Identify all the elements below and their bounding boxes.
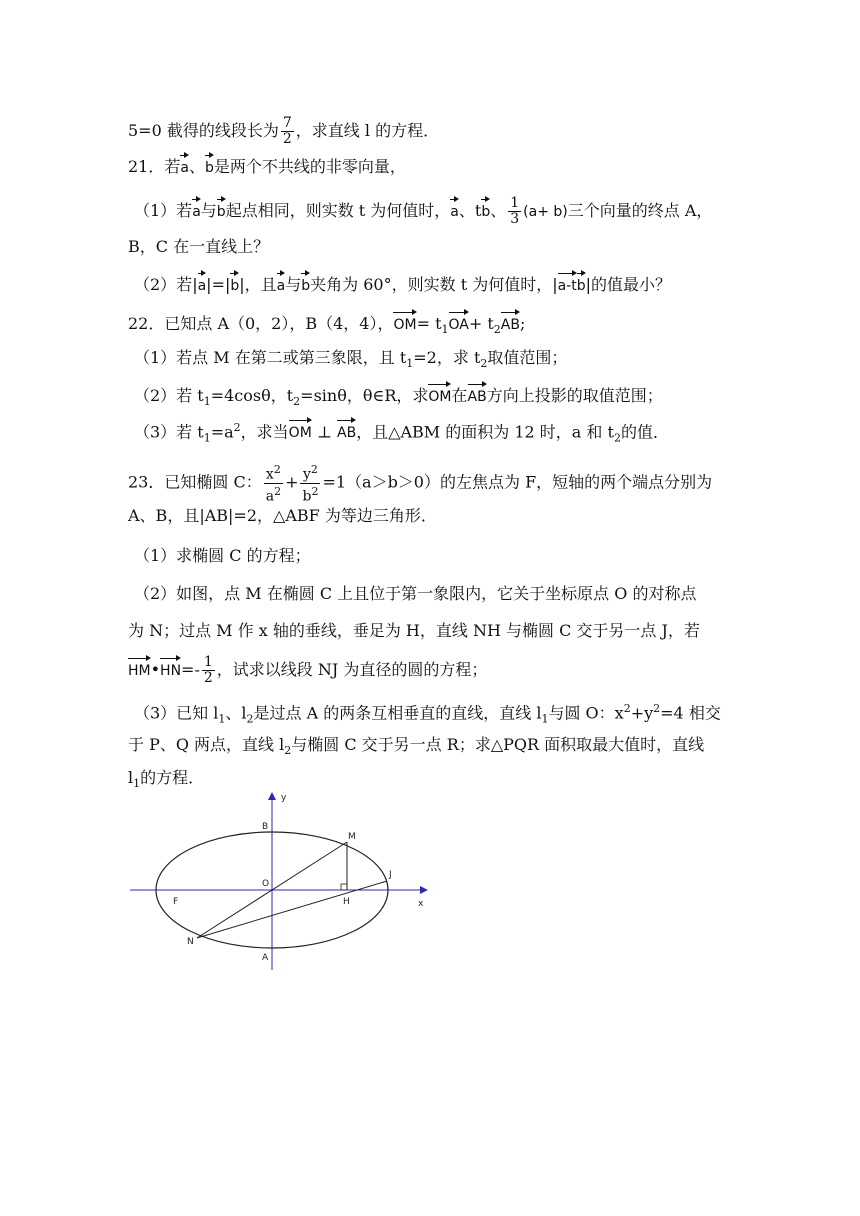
vector-a: a	[277, 271, 286, 297]
text: |AB|	[199, 506, 234, 525]
text: =sinθ，θ∈R，求	[300, 386, 429, 405]
abs-close: |	[239, 275, 245, 294]
text: 在	[451, 386, 468, 405]
label-J: J	[389, 870, 392, 880]
label-N: N	[187, 937, 194, 947]
question-23-3	[134, 698, 721, 731]
subscript: 2	[293, 395, 301, 409]
text: 是过点 A 的两条互相垂直的直线，直线 l	[253, 703, 542, 723]
question-22-2	[134, 382, 663, 413]
text: =-	[181, 660, 200, 679]
vector-HN: HN	[160, 656, 181, 682]
text: 与	[285, 275, 302, 294]
abs-open: |	[224, 275, 231, 294]
text: 的方程．	[140, 768, 205, 787]
right-angle-mark	[341, 884, 347, 890]
question-21-1	[134, 196, 712, 227]
question-23-cont	[128, 505, 437, 527]
abs-close: |	[206, 275, 212, 294]
question-23-3-cont	[128, 734, 704, 762]
question-21-2	[134, 271, 671, 297]
frac-den: b	[302, 488, 312, 505]
y-axis-arrow	[268, 792, 276, 800]
vector-HM: HM	[128, 656, 151, 682]
frac-num: 7	[282, 115, 292, 131]
text: （1）若	[134, 201, 193, 220]
text: =4cosθ，t	[210, 386, 294, 405]
subscript: 2	[480, 357, 488, 371]
text: =2，求 t	[413, 348, 481, 367]
frac-den: 2	[203, 670, 213, 686]
text: 22．已知点 A（0，2），B（4，4），	[128, 314, 394, 333]
frac-den: 2	[282, 131, 292, 147]
subscript: 1	[441, 323, 449, 337]
text: （3）已知 l	[134, 703, 219, 723]
text: 方向上投影的取值范围；	[486, 386, 663, 405]
text: （1）若点 M 在第二或第三象限，且 t	[134, 348, 407, 367]
question-21-1-cont	[128, 236, 269, 258]
label-F: F	[173, 897, 179, 907]
text: = t	[416, 314, 442, 333]
vector-OA: OA	[449, 310, 469, 336]
label-y: y	[281, 793, 287, 803]
frac-num: 1	[510, 195, 520, 211]
line-q20-end	[128, 116, 439, 147]
subscript: 1	[406, 357, 414, 371]
text: + t	[468, 314, 494, 333]
vector-a-minus-tb: a-t	[558, 271, 577, 297]
question-22-3	[134, 417, 669, 450]
superscript: 2	[653, 702, 661, 715]
text: 、l	[225, 703, 247, 723]
text: •	[150, 660, 161, 679]
vector-a: a	[198, 271, 207, 297]
text: 、	[490, 201, 507, 220]
text: 5=0 截得的线段长为	[128, 121, 279, 140]
question-22-1	[134, 347, 567, 375]
perp-symbol: ⊥	[311, 422, 337, 442]
superscript: 2	[310, 463, 318, 476]
subscript: 2	[493, 323, 501, 337]
vector-OM: OM	[289, 418, 312, 444]
text: ，求直线 l 的方程．	[295, 121, 440, 140]
label-B: B	[262, 822, 269, 832]
label-A: A	[262, 953, 269, 963]
subscript: 1	[218, 712, 226, 726]
superscript: 2	[233, 421, 241, 434]
vector-b: b	[301, 271, 310, 297]
text: 三个向量的终点 A，	[567, 201, 713, 220]
text: （2）若	[134, 275, 193, 294]
text: （2）如图，点 M 在椭圆 C 上且位于第一象限内，它关于坐标原点 O 的对称点	[134, 584, 697, 603]
text: 取值范围；	[487, 348, 568, 367]
text: （1）求椭圆 C 的方程；	[134, 546, 311, 565]
subscript: 1	[541, 712, 549, 726]
label-x: x	[418, 899, 424, 909]
vector-a: a	[192, 197, 201, 223]
text: ，且△ABM 的面积为 12 时，a 和 t	[356, 422, 614, 442]
vector-AB: AB	[337, 418, 356, 444]
text: ，试求以线段 NJ 为直径的圆的方程；	[216, 660, 488, 679]
text: B，C 在一直线上？	[128, 237, 270, 256]
frac-den: a	[265, 488, 275, 505]
subscript: 1	[203, 431, 211, 445]
label-H: H	[343, 897, 350, 907]
vector-OM: OM	[393, 310, 416, 336]
text: l	[128, 768, 134, 787]
abs-open: |	[552, 275, 558, 294]
question-21	[128, 153, 406, 179]
question-23-2-cont2	[128, 655, 487, 686]
fraction	[202, 655, 215, 686]
text: 与椭圆 C 交于另一点 R；求△PQR 面积取最大值时，直线	[291, 735, 705, 754]
text: 的值．	[620, 422, 669, 442]
vector-b: b	[481, 197, 490, 223]
ellipse-figure	[130, 790, 430, 970]
fraction-y2-b2	[300, 462, 320, 504]
superscript: 2	[274, 484, 282, 498]
question-23-1	[134, 545, 311, 567]
vector-b: b	[205, 153, 214, 179]
label-O: O	[262, 879, 270, 889]
text: ，且	[244, 275, 277, 294]
vector-a: a	[180, 153, 189, 179]
text: 与	[200, 201, 217, 220]
question-23	[128, 462, 712, 504]
label-M: M	[348, 832, 356, 842]
text: +	[285, 472, 299, 492]
vector-b: b	[217, 197, 226, 223]
frac-num: 1	[203, 654, 213, 670]
x-axis-arrow	[420, 886, 428, 894]
text: ;	[519, 314, 526, 333]
text: =1（a＞b＞0）的左焦点为 F，短轴的两个端点分别为	[322, 472, 713, 492]
vector-b: b	[230, 271, 239, 297]
text: （2）若 t	[134, 386, 204, 405]
fraction	[508, 196, 521, 227]
text: 、	[188, 157, 205, 176]
fraction-x2-a2	[264, 462, 283, 504]
question-23-2-cont	[128, 620, 700, 642]
text: 夹角为 60°，则实数 t 为何值时，	[310, 275, 553, 294]
text: 的值最小？	[591, 275, 672, 294]
text: A、B，且	[128, 506, 200, 525]
text: 与圆 O：x	[548, 703, 624, 723]
text: 起点相同，则实数 t 为何值时，	[225, 201, 451, 220]
abs-open: |	[192, 275, 198, 294]
subscript: 2	[284, 744, 292, 758]
superscript: 2	[623, 702, 631, 715]
vector-a: a	[450, 197, 459, 223]
text: 、t	[458, 201, 482, 220]
text: =	[211, 275, 225, 294]
vector-b: b	[577, 271, 586, 297]
text: 于 P、Q 两点，直线 l	[128, 735, 285, 754]
vector-OM: OM	[428, 382, 451, 408]
text: 为 N；过点 M 作 x 轴的垂线，垂足为 H，直线 NH 与椭圆 C 交于另一点 J，若	[128, 621, 700, 640]
text: =2，△ABF 为等边三角形．	[233, 506, 437, 525]
text: +y	[630, 703, 654, 723]
frac-num: x	[265, 466, 274, 483]
vector-AB: AB	[501, 310, 520, 336]
fraction	[281, 116, 294, 147]
subscript: 2	[613, 431, 621, 445]
text: （3）若 t	[134, 422, 204, 442]
subscript: 1	[203, 395, 211, 409]
abs-close: |	[585, 275, 592, 294]
text: =4 相交	[660, 703, 721, 723]
text: 是两个不共线的非零向量，	[213, 157, 406, 176]
question-22	[128, 310, 525, 341]
text: =a	[210, 422, 234, 442]
question-23-2	[134, 583, 696, 605]
frac-num: y	[302, 466, 311, 483]
vector-sum: (a+ b)	[523, 204, 568, 220]
superscript: 2	[311, 484, 319, 498]
frac-den: 3	[510, 211, 520, 227]
text: ，求当	[240, 422, 289, 442]
text: 21．若	[128, 157, 181, 176]
vector-AB: AB	[468, 382, 487, 408]
subscript: 2	[246, 712, 254, 726]
text: 23．已知椭圆 C：	[128, 472, 262, 492]
superscript: 2	[273, 463, 281, 476]
subscript: 1	[133, 777, 141, 791]
